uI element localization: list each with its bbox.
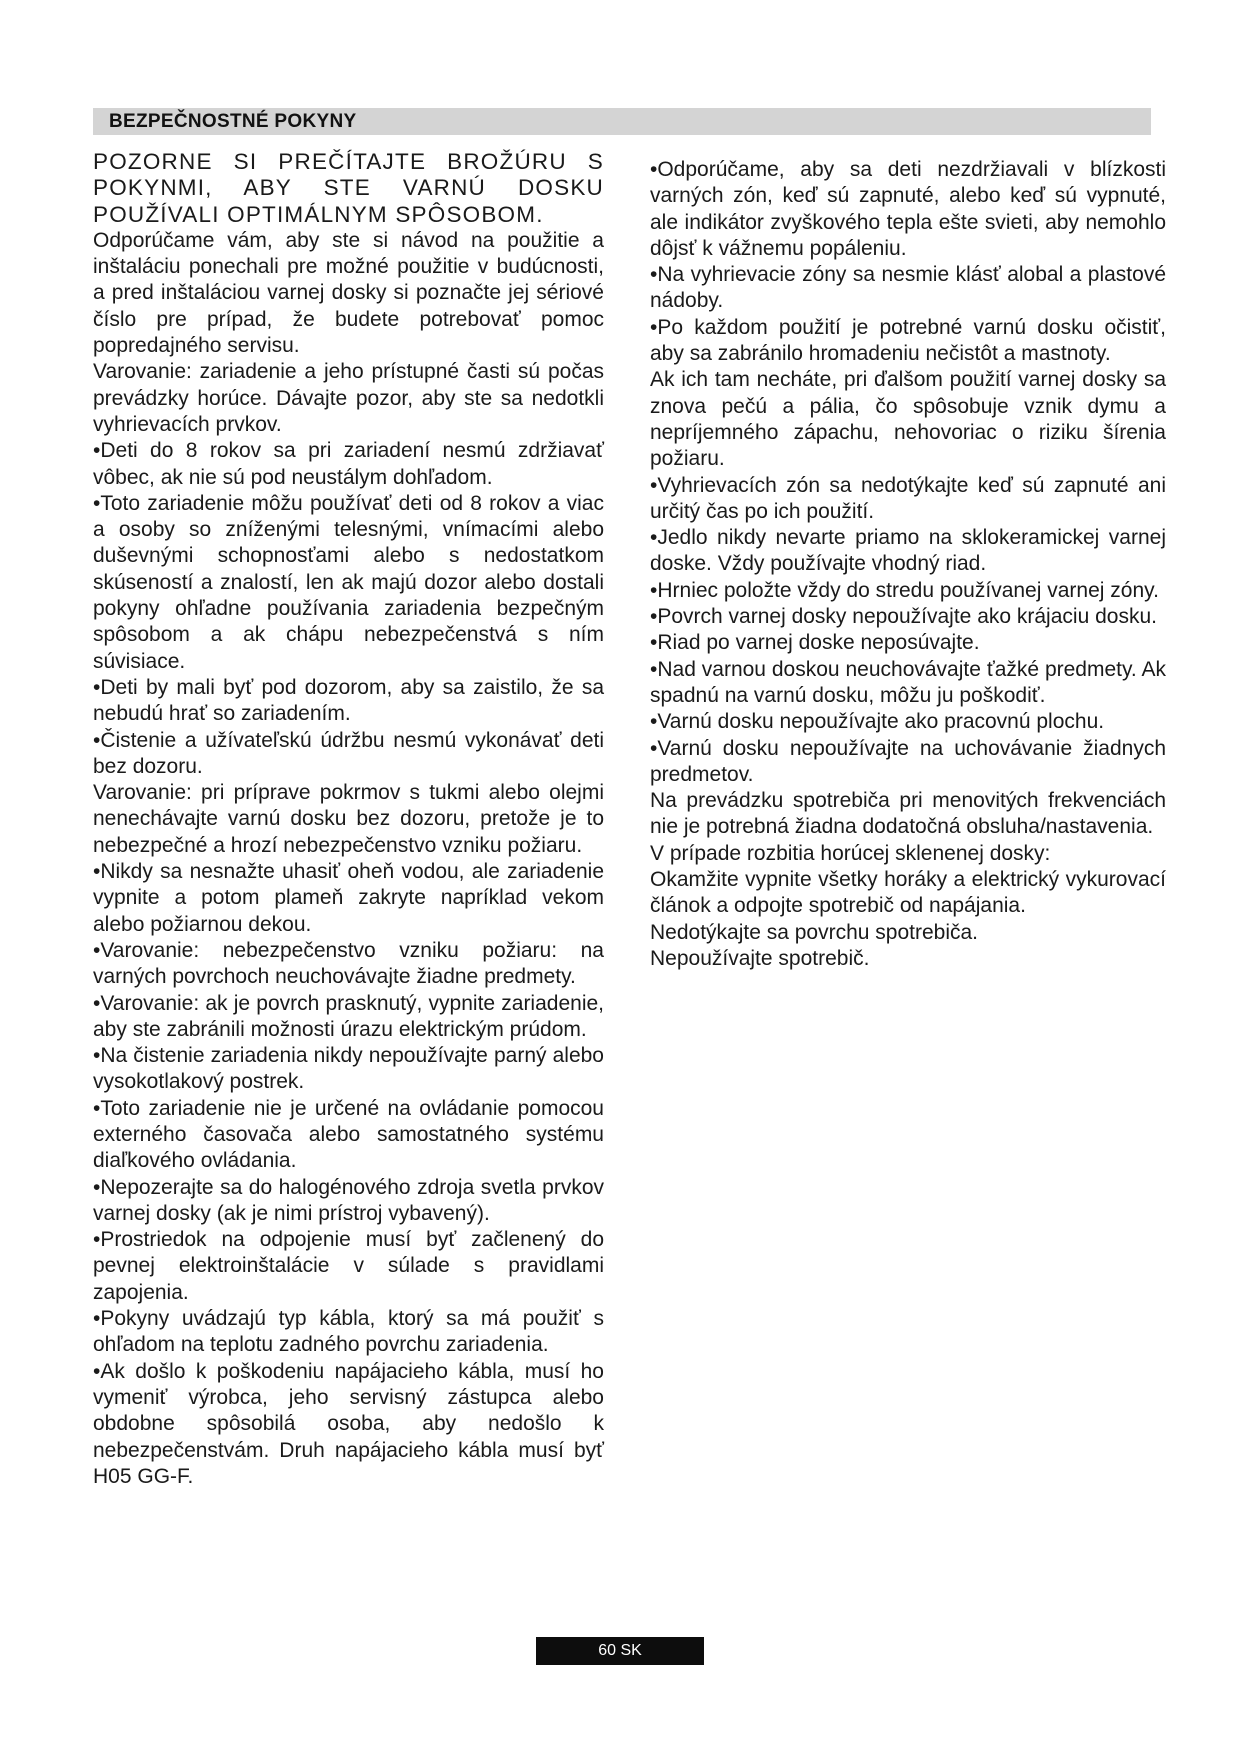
paragraph: •Nikdy sa nesnažte uhasiť oheň vodou, ale zariadenie vypnite a potom plameň zakryte napríklad vekom alebo požiarnou dekou. bbox=[93, 860, 604, 936]
paragraph: •Jedlo nikdy nevarte priamo na sklokeramickej varnej doske. Vždy používajte vhodný riad. bbox=[650, 526, 1166, 576]
paragraph: •Deti do 8 rokov sa pri zariadení nesmú zdržiavať vôbec, ak nie sú pod neustálym dohľadom. bbox=[93, 439, 604, 489]
paragraph: •Riad po varnej doske neposúvajte. bbox=[650, 631, 980, 655]
section-title: BEZPEČNOSTNÉ POKYNY bbox=[109, 111, 357, 132]
paragraph: •Toto zariadenie môžu používať deti od 8 rokov a viac a osoby so zníženými telesnými, vnímacími alebo duševnými schopnosťami alebo s nedostatkom skúseností a znalostí, len ak majú dozor alebo dostali pokyny ohľadne používania zariadenia bezpečným spôsobom a ak chápu nebezpečenstvá s ním súvisiace. bbox=[93, 491, 604, 673]
paragraph: •Vyhrievacích zón sa nedotýkajte keď sú zapnuté ani určitý čas po ich použití. bbox=[650, 473, 1166, 523]
left-column bbox=[93, 149, 604, 1490]
intro-paragraph: POZORNE SI PREČÍTAJTE BROŽÚRU S POKYNMI, ABY STE VARNÚ DOSKU POUŽÍVALI OPTIMÁLNYM SPÔSOBOM. bbox=[93, 149, 604, 227]
paragraph: •Pokyny uvádzajú typ kábla, ktorý sa má použiť s ohľadom na teplotu zadného povrchu zariadenia. bbox=[93, 1307, 604, 1357]
section-header-bar bbox=[93, 108, 1151, 135]
paragraph: •Povrch varnej dosky nepoužívajte ako krájaciu dosku. bbox=[650, 605, 1157, 629]
paragraph: Varovanie: pri príprave pokrmov s tukmi alebo olejmi nenechávajte varnú dosku bez dozoru, pretože je to nebezpečné a hrozí nebezpečenstvo vzniku požiaru. bbox=[93, 781, 604, 857]
page-number-label: 60 SK bbox=[536, 1637, 704, 1665]
paragraph: •Ak došlo k poškodeniu napájacieho kábla, musí ho vymeniť výrobca, jeho servisný zástupca alebo obdobne spôsobilá osoba, aby nedošlo k nebezpečenstvám. Druh napájacieho kábla musí byť H05 GG-F. bbox=[93, 1359, 604, 1488]
paragraph: •Deti by mali byť pod dozorom, aby sa zaistilo, že sa nebudú hrať so zariadením. bbox=[93, 675, 604, 726]
paragraph: Odporúčame vám, aby ste si návod na použitie a inštaláciu ponechali pre možné použitie v budúcnosti, a pred inštaláciou varnej dosky si poznačte jej sériové číslo pre prípad, že budete potrebovať pomoc popredajného servisu. bbox=[93, 228, 604, 358]
paragraph: Okamžite vypnite všetky horáky a elektrický vykurovací článok a odpojte spotrebič od napájania. bbox=[650, 868, 1166, 918]
paragraph: Nepoužívajte spotrebič. bbox=[650, 946, 870, 970]
paragraph: •Po každom použití je potrebné varnú dosku očistiť, aby sa zabránilo hromadeniu nečistôt a mastnoty. bbox=[650, 315, 1166, 366]
paragraph: Varovanie: zariadenie a jeho prístupné časti sú počas prevádzky horúce. Dávajte pozor, aby ste sa nedotkli vyhrievacích prvkov. bbox=[93, 360, 604, 436]
paragraph: Na prevádzku spotrebiča pri menovitých frekvenciách nie je potrebná žiadna dodatočná obsluha/nastavenia. bbox=[650, 789, 1166, 839]
paragraph: •Na vyhrievacie zóny sa nesmie klásť alobal a plastové nádoby. bbox=[650, 263, 1166, 313]
paragraph: •Varovanie: nebezpečenstvo vzniku požiaru: na varných povrchoch neuchovávajte žiadne predmety. bbox=[93, 938, 604, 989]
paragraph: •Na čistenie zariadenia nikdy nepoužívajte parný alebo vysokotlakový postrek. bbox=[93, 1044, 604, 1094]
paragraph: Nedotýkajte sa povrchu spotrebiča. bbox=[650, 920, 979, 944]
paragraph: •Nad varnou doskou neuchovávajte ťažké predmety. Ak spadnú na varnú dosku, môžu ju poškodiť. bbox=[650, 657, 1166, 707]
paragraph: •Varnú dosku nepoužívajte ako pracovnú plochu. bbox=[650, 710, 1105, 734]
paragraph: •Hrniec položte vždy do stredu používanej varnej zóny. bbox=[650, 578, 1159, 602]
paragraph: V prípade rozbitia horúcej sklenenej dosky: bbox=[650, 841, 1051, 865]
paragraph: •Toto zariadenie nie je určené na ovládanie pomocou externého časovača alebo samostatného systému diaľkového ovládania. bbox=[93, 1096, 604, 1173]
paragraph: Ak ich tam necháte, pri ďalšom použití varnej dosky sa znova pečú a pália, čo spôsobuje vznik dymu a nepríjemného zápachu, nehovoriac o riziku šírenia požiaru. bbox=[650, 368, 1166, 471]
paragraph: •Nepozerajte sa do halogénového zdroja svetla prvkov varnej dosky (ak je nimi prístroj vybavený). bbox=[93, 1175, 604, 1225]
paragraph: •Varovanie: ak je povrch prasknutý, vypnite zariadenie, aby ste zabránili možnosti úrazu elektrickým prúdom. bbox=[93, 991, 604, 1041]
paragraph: •Prostriedok na odpojenie musí byť začlenený do pevnej elektroinštalácie v súlade s pravidlami zapojenia. bbox=[93, 1228, 604, 1304]
paragraph: •Čistenie a užívateľskú údržbu nesmú vykonávať deti bez dozoru. bbox=[93, 728, 604, 778]
paragraph: •Varnú dosku nepoužívajte na uchovávanie žiadnych predmetov. bbox=[650, 736, 1166, 786]
paragraph: •Odporúčame, aby sa deti nezdržiavali v blízkosti varných zón, keď sú zapnuté, alebo keď sú vypnuté, ale indikátor zvyškového tepla ešte svieti, aby nemohlo dôjsť k vážnemu popáleniu. bbox=[650, 158, 1166, 260]
right-column bbox=[650, 157, 1166, 972]
